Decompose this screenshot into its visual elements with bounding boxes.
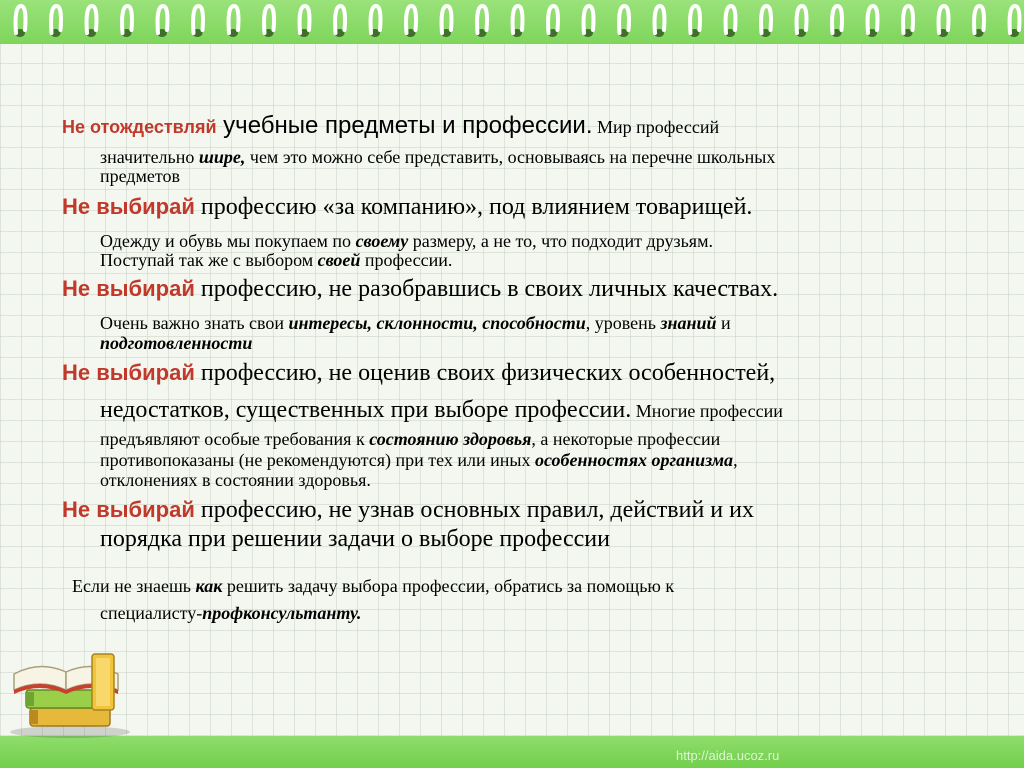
emphasis-organism: особенностях организма	[535, 450, 734, 470]
rule-4-heading	[62, 360, 775, 387]
emphasis-health: состоянию здоровья	[369, 429, 532, 449]
rule-4-heading-line-2	[100, 397, 783, 424]
rule-3-detail-line-1: Очень важно знать свои интересы, склонности, способности, уровень знаний и	[100, 313, 731, 333]
rule-1-heading	[62, 112, 719, 140]
footer-line-1: Если не знаешь как решить задачу выбора профессии, обратись за помощью к	[72, 576, 675, 596]
emphasis-interests: интересы, склонности, способности	[288, 313, 586, 333]
rule-2-main: профессию «за компанию», под влиянием товарищей.	[194, 194, 753, 220]
rule-1-detail-start: Мир профессий	[592, 117, 720, 137]
rule-4-detail-line-3: отклонениях в состоянии здоровья.	[100, 470, 371, 490]
emphasis-own: своему	[355, 231, 409, 251]
rule-2-detail-line-1: Одежду и обувь мы покупаем по своему размеру, а не то, что подходит друзьям.	[100, 231, 713, 251]
emphasis-knowledge: знаний	[660, 313, 717, 333]
rule-1-main: учебные предметы и профессии.	[216, 112, 593, 139]
rule-4-detail-line-2: противопоказаны (не рекомендуются) при тех или иных особенностях организма,	[100, 450, 738, 470]
rule-4-detail-line-1: предъявляют особые требования к состоянию здоровья, а некоторые профессии	[100, 429, 721, 449]
rule-2-detail-line-2: Поступай так же с выбором своей профессии.	[100, 250, 453, 270]
rule-1-detail-line-2: предметов	[100, 166, 181, 186]
emphasis-how: как	[195, 576, 223, 596]
emphasis-own-2: своей	[317, 250, 361, 270]
rule-3-heading	[62, 276, 778, 303]
watermark: http://aida.ucoz.ru	[676, 748, 780, 763]
rule-5-heading	[62, 497, 754, 524]
rule-4-detail-start: Многие профессии	[631, 401, 783, 421]
emphasis-consultant: профконсультанту.	[202, 603, 362, 623]
books-icon	[0, 640, 140, 740]
rule-4-main-2: недостатков, существенных при выборе профессии.	[100, 397, 632, 423]
rule-1-lead: Не отождествляй	[62, 117, 217, 137]
rule-2-lead: Не выбирай	[62, 194, 195, 219]
rule-5-heading-line-2: порядка при решении задачи о выборе профессии	[100, 526, 610, 552]
rule-4-lead: Не выбирай	[62, 360, 195, 385]
rule-5-lead: Не выбирай	[62, 497, 195, 522]
rule-3-lead: Не выбирай	[62, 276, 195, 301]
rule-3-main: профессию, не разобравшись в своих личных качествах.	[194, 276, 779, 302]
rule-5-main: профессию, не узнав основных правил, действий и их	[194, 497, 754, 523]
rule-4-main: профессию, не оценив своих физических особенностей,	[194, 360, 776, 386]
rule-1-detail-line-1: значительно шире, чем это можно себе представить, основываясь на перечне школьных	[100, 147, 776, 167]
footer-line-2: специалисту-профконсультанту.	[100, 603, 362, 623]
emphasis-wider: шире,	[198, 147, 246, 167]
rule-2-heading	[62, 194, 752, 221]
rule-3-detail-line-2: подготовленности	[100, 333, 253, 353]
